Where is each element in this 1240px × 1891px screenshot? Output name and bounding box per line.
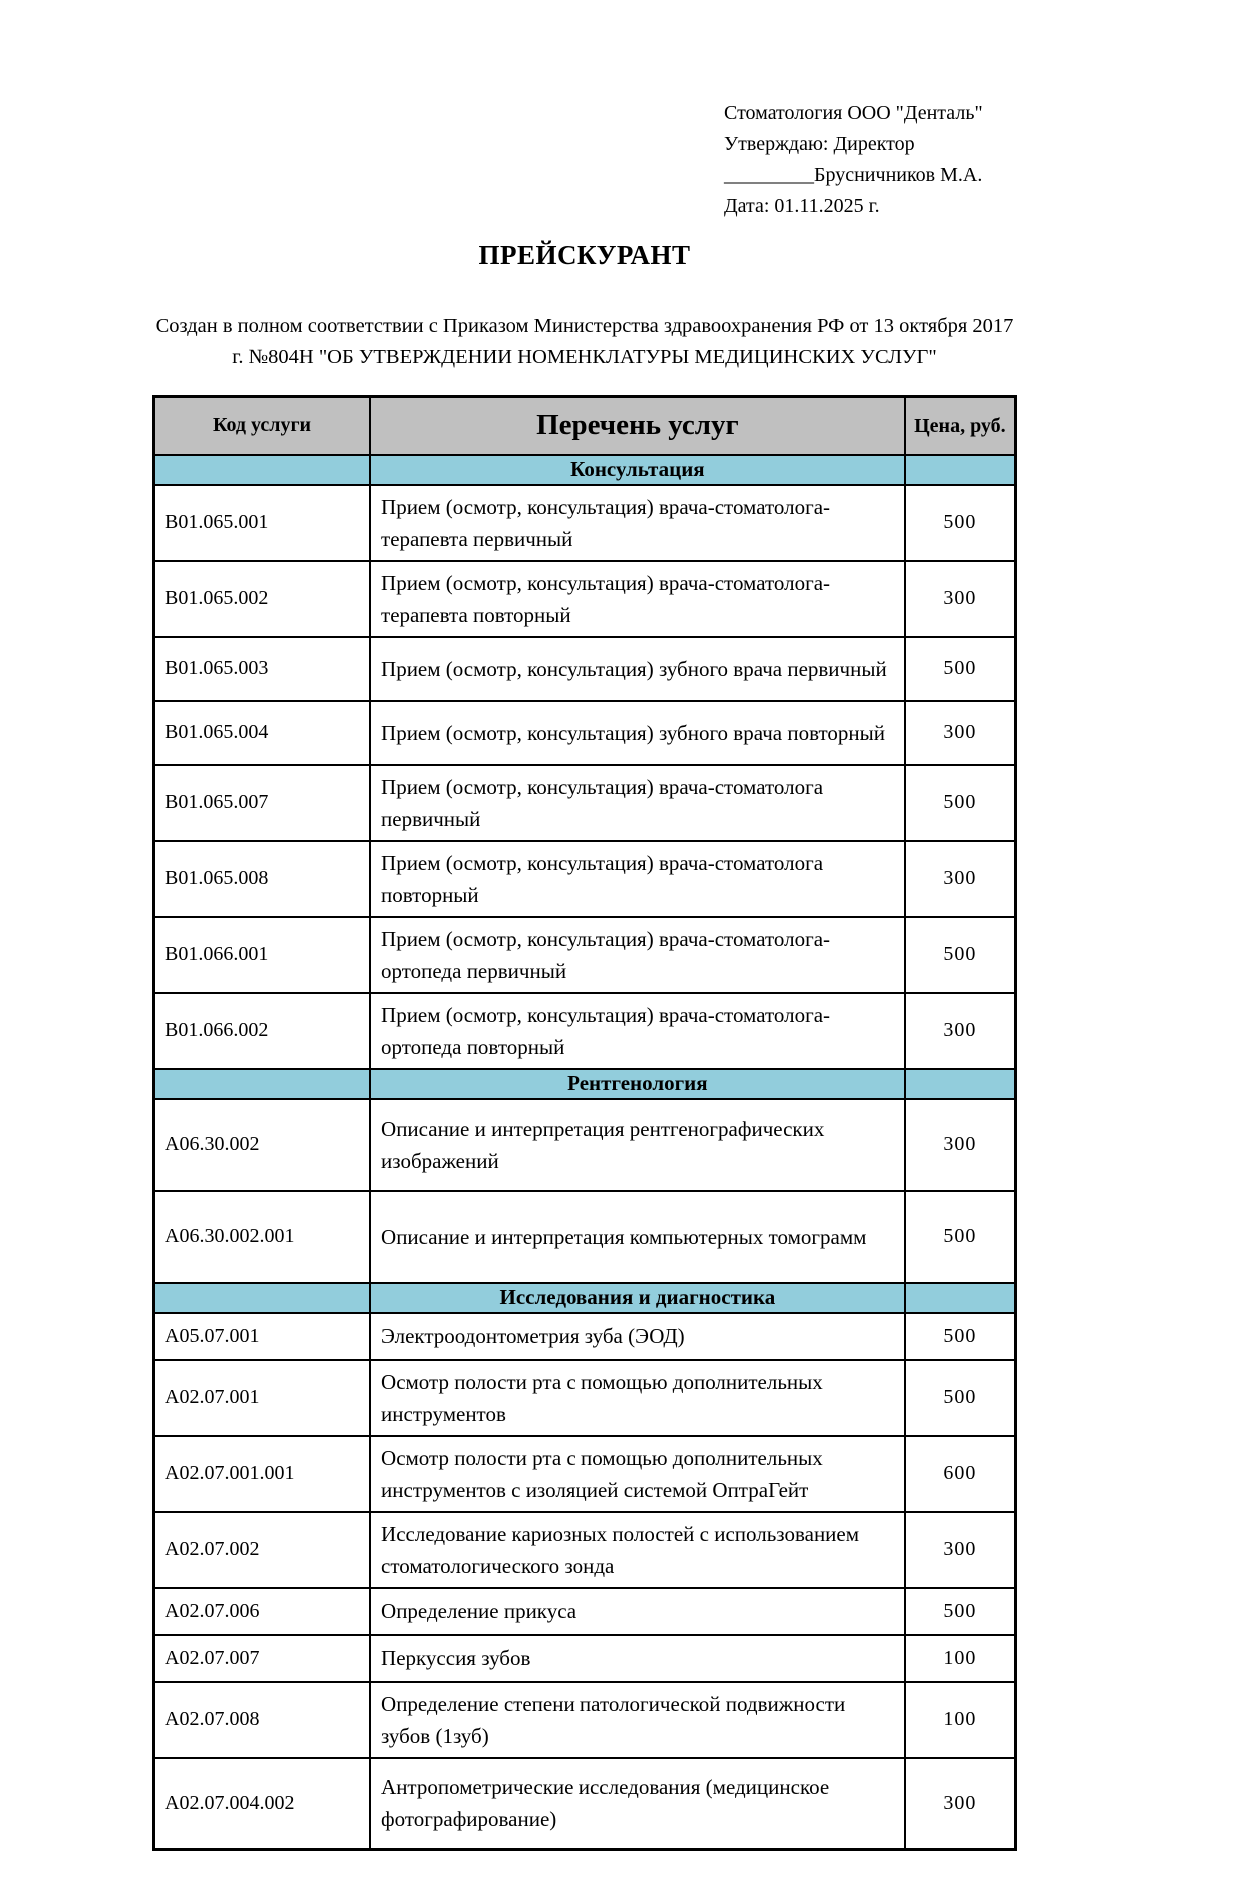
table-row bbox=[154, 1436, 1016, 1512]
service-name-cell: Определение степени патологической подвижности зубов (1зуб) bbox=[370, 1682, 905, 1758]
service-name-cell: Прием (осмотр, консультация) врача-стоматолога-терапевта повторный bbox=[370, 561, 905, 637]
table-row bbox=[154, 1758, 1016, 1850]
service-code-cell: A02.07.002 bbox=[154, 1512, 371, 1588]
section-title: Рентгенология bbox=[370, 1069, 905, 1099]
date-line: Дата: 01.11.2025 г. bbox=[724, 195, 880, 217]
service-price-cell: 500 bbox=[905, 1360, 1016, 1436]
service-code-cell: A02.07.007 bbox=[154, 1635, 371, 1682]
table-row bbox=[154, 1588, 1016, 1635]
service-price-cell: 300 bbox=[905, 993, 1016, 1069]
service-name-cell: Прием (осмотр, консультация) врача-стоматолога-ортопеда первичный bbox=[370, 917, 905, 993]
service-name-cell: Прием (осмотр, консультация) врача-стоматолога первичный bbox=[370, 765, 905, 841]
service-name-cell: Прием (осмотр, консультация) зубного врача повторный bbox=[370, 701, 905, 765]
service-code-cell: B01.065.003 bbox=[154, 637, 371, 701]
service-code-cell: A05.07.001 bbox=[154, 1313, 371, 1360]
service-name-cell: Электроодонтометрия зуба (ЭОД) bbox=[370, 1313, 905, 1360]
section-empty-price-cell bbox=[905, 1069, 1016, 1099]
section-title: Исследования и диагностика bbox=[370, 1283, 905, 1313]
service-name-cell: Прием (осмотр, консультация) врача-стоматолога повторный bbox=[370, 841, 905, 917]
section-header-row bbox=[154, 1283, 1016, 1313]
service-name-cell: Прием (осмотр, консультация) зубного врача первичный bbox=[370, 637, 905, 701]
service-price-cell: 300 bbox=[905, 1512, 1016, 1588]
service-price-cell: 100 bbox=[905, 1682, 1016, 1758]
table-row bbox=[154, 1635, 1016, 1682]
service-code-cell: B01.065.008 bbox=[154, 841, 371, 917]
table-row bbox=[154, 701, 1016, 765]
service-price-cell: 300 bbox=[905, 561, 1016, 637]
section-empty-code-cell bbox=[154, 1069, 371, 1099]
table-row bbox=[154, 1360, 1016, 1436]
section-empty-price-cell bbox=[905, 1283, 1016, 1313]
service-price-cell: 500 bbox=[905, 1588, 1016, 1635]
service-price-cell: 500 bbox=[905, 1313, 1016, 1360]
document-content bbox=[152, 98, 1017, 1851]
service-code-cell: A02.07.001.001 bbox=[154, 1436, 371, 1512]
column-header-code: Код услуги bbox=[154, 397, 371, 455]
service-price-cell: 500 bbox=[905, 765, 1016, 841]
service-code-cell: A02.07.004.002 bbox=[154, 1758, 371, 1850]
service-code-cell: A02.07.001 bbox=[154, 1360, 371, 1436]
section-title: Консультация bbox=[370, 455, 905, 485]
table-row bbox=[154, 1191, 1016, 1283]
service-name-cell: Описание и интерпретация компьютерных томограмм bbox=[370, 1191, 905, 1283]
table-row bbox=[154, 841, 1016, 917]
service-code-cell: A06.30.002.001 bbox=[154, 1191, 371, 1283]
service-price-cell: 300 bbox=[905, 1758, 1016, 1850]
table-row bbox=[154, 1313, 1016, 1360]
service-code-cell: B01.065.007 bbox=[154, 765, 371, 841]
service-price-cell: 500 bbox=[905, 637, 1016, 701]
service-price-cell: 300 bbox=[905, 841, 1016, 917]
table-row bbox=[154, 561, 1016, 637]
service-name-cell: Определение прикуса bbox=[370, 1588, 905, 1635]
table-row bbox=[154, 485, 1016, 561]
table-header-row bbox=[154, 397, 1016, 455]
service-name-cell: Осмотр полости рта с помощью дополнительных инструментов с изоляцией системой ОптраГейт bbox=[370, 1436, 905, 1512]
service-code-cell: B01.065.004 bbox=[154, 701, 371, 765]
service-name-cell: Перкуссия зубов bbox=[370, 1635, 905, 1682]
section-empty-price-cell bbox=[905, 455, 1016, 485]
document-subtitle: Создан в полном соответствии с Приказом Министерства здравоохранения РФ от 13 октября 2017 г. №804Н "ОБ УТВЕРЖДЕНИИ НОМЕНКЛАТУРЫ МЕДИЦИНСКИХ УСЛУГ" bbox=[155, 315, 1014, 368]
service-code-cell: A06.30.002 bbox=[154, 1099, 371, 1191]
table-row bbox=[154, 917, 1016, 993]
service-price-cell: 100 bbox=[905, 1635, 1016, 1682]
service-price-cell: 300 bbox=[905, 701, 1016, 765]
section-empty-code-cell bbox=[154, 1283, 371, 1313]
section-header-row bbox=[154, 1069, 1016, 1099]
table-row bbox=[154, 637, 1016, 701]
company-name: Стоматология ООО "Денталь" bbox=[724, 102, 983, 124]
table-row bbox=[154, 993, 1016, 1069]
service-name-cell: Исследование кариозных полостей с использованием стоматологического зонда bbox=[370, 1512, 905, 1588]
service-name-cell: Прием (осмотр, консультация) врача-стоматолога-ортопеда повторный bbox=[370, 993, 905, 1069]
service-code-cell: A02.07.006 bbox=[154, 1588, 371, 1635]
page-title: ПРЕЙСКУРАНТ bbox=[478, 240, 691, 270]
column-header-price: Цена, руб. bbox=[905, 397, 1016, 455]
service-name-cell: Прием (осмотр, консультация) врача-стоматолога-терапевта первичный bbox=[370, 485, 905, 561]
table-row bbox=[154, 1099, 1016, 1191]
service-code-cell: A02.07.008 bbox=[154, 1682, 371, 1758]
service-price-cell: 300 bbox=[905, 1099, 1016, 1191]
section-header-row bbox=[154, 455, 1016, 485]
service-code-cell: B01.066.001 bbox=[154, 917, 371, 993]
column-header-service: Перечень услуг bbox=[370, 397, 905, 455]
table-row bbox=[154, 1682, 1016, 1758]
service-name-cell: Антропометрические исследования (медицинское фотографирование) bbox=[370, 1758, 905, 1850]
letterhead bbox=[724, 98, 1017, 222]
price-list-table bbox=[152, 395, 1017, 1851]
section-empty-code-cell bbox=[154, 455, 371, 485]
service-price-cell: 500 bbox=[905, 485, 1016, 561]
service-code-cell: B01.065.001 bbox=[154, 485, 371, 561]
service-price-cell: 500 bbox=[905, 1191, 1016, 1283]
service-name-cell: Описание и интерпретация рентгенографических изображений bbox=[370, 1099, 905, 1191]
service-price-cell: 500 bbox=[905, 917, 1016, 993]
approval-line: Утверждаю: Директор bbox=[724, 133, 915, 155]
service-code-cell: B01.066.002 bbox=[154, 993, 371, 1069]
service-price-cell: 600 bbox=[905, 1436, 1016, 1512]
signature-line: _________Брусничников М.А. bbox=[724, 164, 983, 186]
service-name-cell: Осмотр полости рта с помощью дополнительных инструментов bbox=[370, 1360, 905, 1436]
table-row bbox=[154, 1512, 1016, 1588]
table-row bbox=[154, 765, 1016, 841]
service-code-cell: B01.065.002 bbox=[154, 561, 371, 637]
